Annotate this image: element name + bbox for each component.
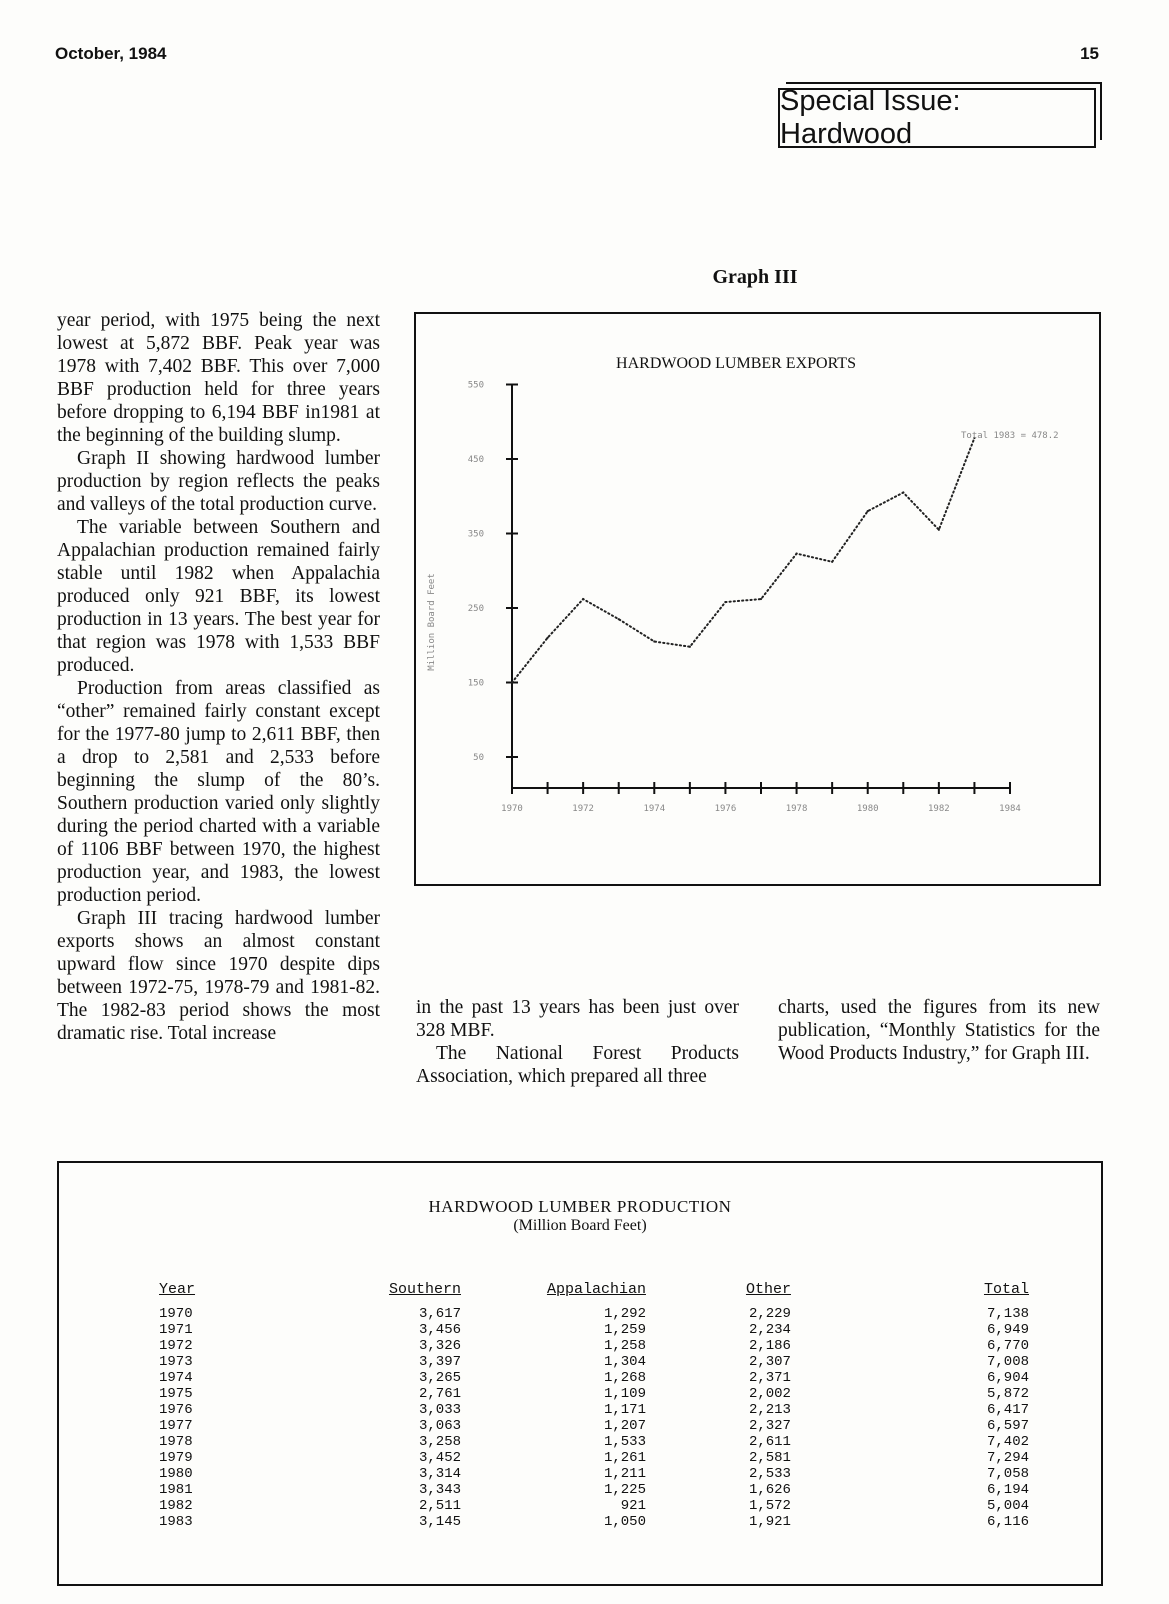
table-cell: 7,402 bbox=[986, 1434, 1029, 1450]
header-date: October, 1984 bbox=[55, 44, 167, 63]
table-cell: 3,063 bbox=[418, 1418, 461, 1434]
table-row bbox=[159, 1402, 1029, 1418]
table-cell: 1980 bbox=[159, 1466, 193, 1482]
column-header: Other bbox=[745, 1281, 791, 1298]
table-cell: 1978 bbox=[159, 1434, 193, 1450]
column-header: Year bbox=[159, 1281, 196, 1298]
data-point bbox=[938, 529, 940, 531]
exports-chart bbox=[414, 312, 1101, 886]
table-cell: 2,234 bbox=[748, 1322, 791, 1338]
data-point bbox=[618, 618, 620, 620]
table-cell: 1982 bbox=[159, 1498, 193, 1514]
exports-chart-svg bbox=[416, 314, 1099, 884]
table-cell: 3,314 bbox=[418, 1466, 461, 1482]
special-issue-label: Special Issue: Hardwood bbox=[780, 85, 961, 150]
table-cell: 3,326 bbox=[418, 1338, 461, 1354]
paragraph: Production from areas classified as “other” remained fairly constant except for the 1977-80 jump to 2,611 BBF, then a drop to 2,581 and 2,533 before beginning the slump of the 80’s. Southern production varied only slightly during the period charted with a variable of 1106 BBF between 1970, the highest production year, and 1983, the lowest production period. bbox=[57, 678, 380, 906]
table-cell: 1,109 bbox=[603, 1386, 646, 1402]
table-cell: 5,004 bbox=[986, 1498, 1029, 1514]
table-cell: 1973 bbox=[159, 1354, 193, 1370]
x-tick-label: 1970 bbox=[501, 804, 523, 814]
table-cell: 6,417 bbox=[986, 1402, 1029, 1418]
table-row bbox=[159, 1514, 1029, 1530]
table-cell: 2,581 bbox=[748, 1450, 791, 1466]
table-cell: 1,225 bbox=[603, 1482, 646, 1498]
y-tick-label: 450 bbox=[467, 455, 484, 465]
table-row bbox=[159, 1418, 1029, 1434]
table-cell: 1,211 bbox=[603, 1466, 646, 1482]
table-cell: 2,761 bbox=[418, 1386, 461, 1402]
data-point bbox=[902, 491, 904, 493]
table-cell: 1970 bbox=[159, 1306, 193, 1322]
table-cell: 1,268 bbox=[603, 1370, 646, 1386]
table-cell: 2,307 bbox=[748, 1354, 791, 1370]
table-cell: 1,259 bbox=[603, 1322, 646, 1338]
table-row bbox=[159, 1306, 1029, 1322]
table-cell: 7,058 bbox=[986, 1466, 1029, 1482]
table-cell: 3,456 bbox=[418, 1322, 461, 1338]
table-cell: 3,258 bbox=[418, 1434, 461, 1450]
table-cell: 6,597 bbox=[986, 1418, 1029, 1434]
paragraph: Graph III tracing hardwood lumber exports shows an almost constant upward flow since 1970 despite dips between 1972-75, 1978-79 and 1981-82. The 1982-83 period shows the most dramatic rise. Total increase bbox=[57, 908, 380, 1044]
data-point bbox=[867, 510, 869, 512]
table-cell: 1,292 bbox=[603, 1306, 646, 1322]
paragraph: The variable between Southern and Appalachian production remained fairly stable until 1982 when Appalachia produced only 921 BBF, its lowest production in 13 years. The best year for that region was 1978 with 1,533 BBF produced. bbox=[57, 517, 380, 676]
table-row bbox=[159, 1482, 1029, 1498]
table-cell: 6,904 bbox=[986, 1370, 1029, 1386]
table-cell: 1974 bbox=[159, 1370, 193, 1386]
x-tick-label: 1982 bbox=[928, 804, 950, 814]
table-cell: 6,116 bbox=[986, 1514, 1029, 1530]
data-point bbox=[724, 601, 726, 603]
data-point bbox=[795, 553, 797, 555]
data-point bbox=[760, 598, 762, 600]
table-cell: 1,533 bbox=[603, 1434, 646, 1450]
graph-heading: Graph III bbox=[712, 266, 798, 288]
table-row bbox=[159, 1354, 1029, 1370]
x-tick-label: 1984 bbox=[999, 804, 1021, 814]
y-tick-label: 150 bbox=[467, 678, 484, 689]
table-row bbox=[159, 1450, 1029, 1466]
paragraph: charts, used the figures from its new publication, “Monthly Statistics for the Wood Products Industry,” for Graph III. bbox=[778, 997, 1100, 1064]
table-row bbox=[159, 1338, 1029, 1354]
table-cell: 1,304 bbox=[603, 1354, 646, 1370]
special-issue-box bbox=[778, 85, 1096, 150]
table-cell: 921 bbox=[620, 1498, 646, 1514]
table-cell: 6,194 bbox=[986, 1482, 1029, 1498]
table-cell: 3,617 bbox=[418, 1306, 461, 1322]
table-cell: 3,033 bbox=[418, 1402, 461, 1418]
table-cell: 2,611 bbox=[748, 1434, 791, 1450]
table-cell: 2,186 bbox=[748, 1338, 791, 1354]
table-cell: 7,138 bbox=[986, 1306, 1029, 1322]
table-cell: 1972 bbox=[159, 1338, 193, 1354]
x-tick-label: 1974 bbox=[643, 804, 666, 814]
table-cell: 1,572 bbox=[748, 1498, 791, 1514]
table-cell: 2,533 bbox=[748, 1466, 791, 1482]
table-cell: 1,626 bbox=[748, 1482, 791, 1498]
article-column-3 bbox=[778, 996, 1100, 1065]
chart-title: HARDWOOD LUMBER EXPORTS bbox=[616, 355, 856, 372]
table-cell: 1,258 bbox=[603, 1338, 646, 1354]
series-line bbox=[512, 438, 974, 683]
data-point bbox=[653, 640, 655, 642]
table-cell: 2,213 bbox=[748, 1402, 791, 1418]
table-cell: 1979 bbox=[159, 1450, 193, 1466]
table-cell: 1981 bbox=[159, 1482, 193, 1498]
y-axis-label: Million Board Feet bbox=[427, 573, 437, 671]
data-point bbox=[546, 637, 548, 639]
table-row bbox=[159, 1370, 1029, 1386]
table-cell: 6,770 bbox=[986, 1338, 1029, 1354]
production-table-box bbox=[57, 1161, 1103, 1586]
paragraph: Graph II showing hardwood lumber production by region reflects the peaks and valleys of the total production curve. bbox=[57, 448, 380, 515]
page-number: 15 bbox=[1080, 44, 1099, 63]
x-tick-label: 1978 bbox=[785, 804, 808, 814]
table-cell: 3,452 bbox=[418, 1450, 461, 1466]
table-cell: 2,229 bbox=[748, 1306, 791, 1322]
table-cell: 2,511 bbox=[418, 1498, 461, 1514]
paragraph: year period, with 1975 being the next lowest at 5,872 BBF. Peak year was 1978 with 7,402 BBF. This over 7,000 BBF production held for three years before dropping to 6,194 BBF in1981 at the beginning of the building slump. bbox=[57, 310, 380, 446]
x-tick-label: 1972 bbox=[572, 804, 594, 814]
y-tick-label: 550 bbox=[467, 380, 484, 391]
table-cell: 3,397 bbox=[418, 1354, 461, 1370]
table-row bbox=[159, 1466, 1029, 1482]
table-cell: 6,949 bbox=[986, 1322, 1029, 1338]
table-header-row bbox=[159, 1281, 1029, 1306]
x-tick-label: 1980 bbox=[856, 804, 879, 814]
table-cell: 7,008 bbox=[986, 1354, 1029, 1370]
article-column-1 bbox=[57, 309, 380, 1045]
data-point bbox=[831, 561, 833, 563]
table-cell: 1,921 bbox=[748, 1514, 791, 1530]
table-subtitle: (Million Board Feet) bbox=[513, 1217, 647, 1234]
table-cell: 1975 bbox=[159, 1386, 193, 1402]
column-header: Appalachian bbox=[546, 1281, 646, 1298]
paragraph: The National Forest Products Association, which prepared all three bbox=[416, 1043, 739, 1087]
table-row bbox=[159, 1434, 1029, 1450]
column-header: Total bbox=[983, 1281, 1029, 1298]
table-cell: 1,261 bbox=[603, 1450, 646, 1466]
table-cell: 1,050 bbox=[603, 1514, 646, 1530]
table-cell: 5,872 bbox=[986, 1386, 1029, 1402]
table-cell: 2,002 bbox=[748, 1386, 791, 1402]
y-tick-label: 50 bbox=[473, 753, 484, 763]
table-row bbox=[159, 1386, 1029, 1402]
table-cell: 7,294 bbox=[986, 1450, 1029, 1466]
table-cell: 1977 bbox=[159, 1418, 193, 1434]
table-cell: 2,371 bbox=[748, 1370, 791, 1386]
data-point bbox=[511, 681, 513, 683]
column-header: Southern bbox=[388, 1281, 461, 1298]
data-point bbox=[689, 646, 691, 648]
x-tick-label: 1976 bbox=[714, 804, 737, 814]
paragraph: in the past 13 years has been just over 328 MBF. bbox=[416, 997, 739, 1041]
table-cell: 1976 bbox=[159, 1402, 193, 1418]
table-cell: 1,207 bbox=[603, 1418, 646, 1434]
table-title: HARDWOOD LUMBER PRODUCTION bbox=[428, 1197, 732, 1216]
article-column-2 bbox=[416, 996, 739, 1088]
table-cell: 1971 bbox=[159, 1322, 193, 1338]
table-cell: 1983 bbox=[159, 1514, 193, 1530]
table-row bbox=[159, 1498, 1029, 1514]
y-tick-label: 350 bbox=[467, 529, 484, 540]
data-point bbox=[582, 598, 584, 600]
production-table bbox=[159, 1281, 1029, 1530]
table-cell: 3,265 bbox=[418, 1370, 461, 1386]
table-row bbox=[159, 1322, 1029, 1338]
chart-annotation: Total 1983 = 478.2 bbox=[961, 431, 1059, 441]
table-cell: 1,171 bbox=[603, 1402, 646, 1418]
y-tick-label: 250 bbox=[467, 604, 484, 614]
table-cell: 3,343 bbox=[418, 1482, 461, 1498]
table-cell: 3,145 bbox=[418, 1514, 461, 1530]
table-cell: 2,327 bbox=[748, 1418, 791, 1434]
